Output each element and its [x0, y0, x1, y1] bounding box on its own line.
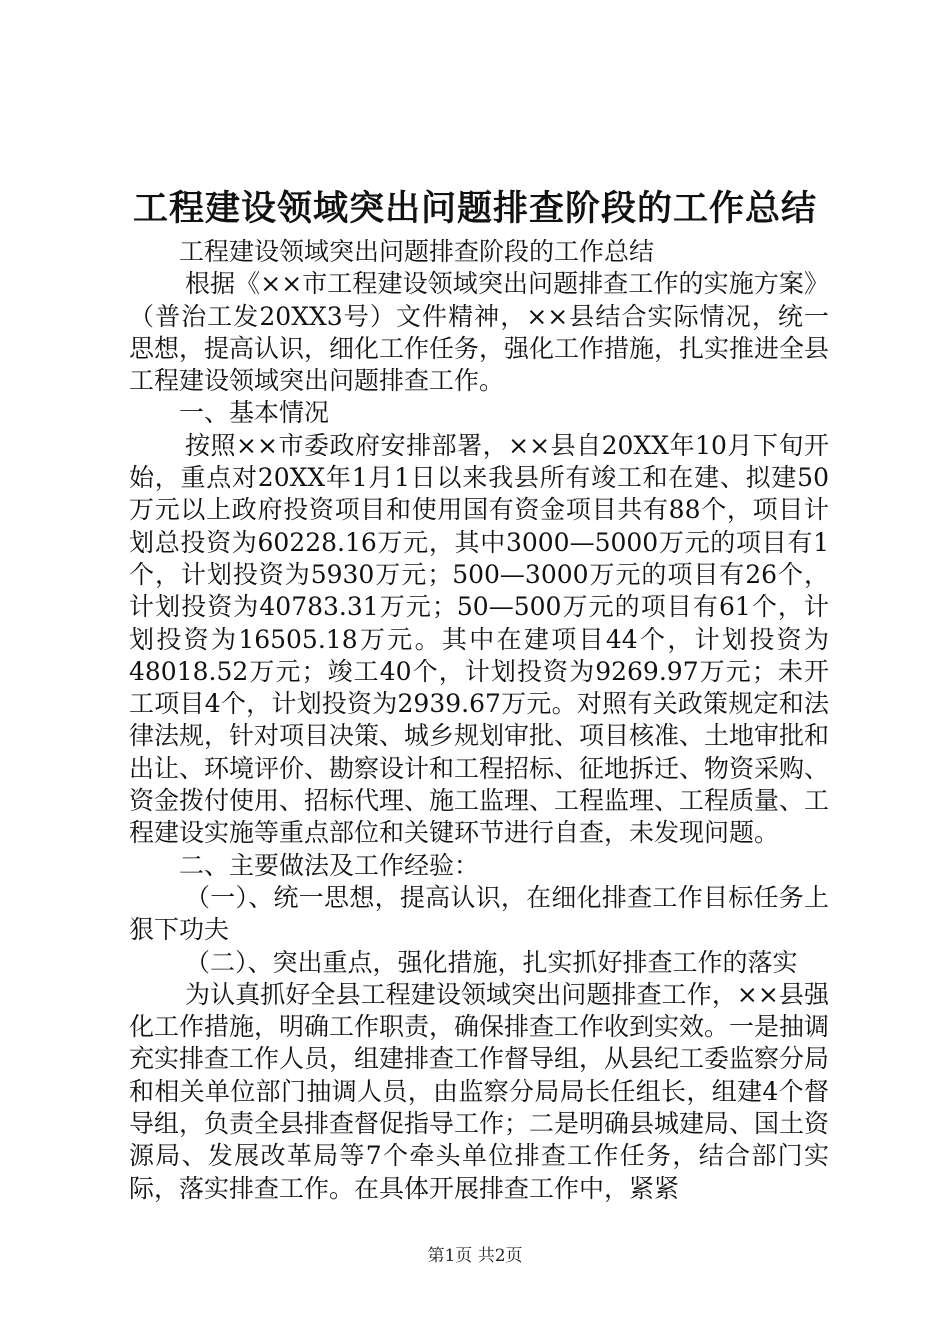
section-heading-basic-situation: 一、基本情况 [179, 398, 330, 428]
page-footer: 第1页 共2页 [427, 1246, 523, 1266]
paragraph-basic-situation: 按照××市委政府安排部署，××县自20XX年10月下旬开始，重点对20XX年1月1日以来我县所有竣工和在建、拟建50万元以上政府投资项目和使用国有资金项目共有88个，项目计划总投资为60228.16万元，其中3000—5000万元的项目有1个，计划投资为5930万元；500—3000万元的项目有26个，计划投资为40783.31万元；50—500万元的项目有61个，计划投资为16505.18万元。其中在建项目44个，计划投资为48018.52万元；竣工40个，计划投资为9269.97万元；未开工项目4个，计划投资为2939.67万元。对照有关政策规定和法律法规，针对项目决策、城乡规划审批、项目核准、土地审批和出让、环境评价、勘察设计和工程招标、征地拆迁、物资采购、资金拨付使用、招标代理、施工监理、工程监理、工程质量、工程建设实施等重点部位和关键环节进行自查，未发现问题。 [129, 430, 830, 848]
paragraph-intro: 根据《××市工程建设领域突出问题排查工作的实施方案》（普治工发20XX3号）文件精神，××县结合实际情况，统一思想，提高认识，细化工作任务，强化工作措施，扎实推进全县工程建设领域突出问题排查工作。 [129, 269, 830, 396]
subsection-heading-1: （一）、统一思想，提高认识，在细化排查工作目标任务上狠下功夫 [129, 882, 829, 945]
document-title: 工程建设领域突出问题排查阶段的工作总结 [132, 188, 817, 229]
section-heading-main-practices: 二、主要做法及工作经验： [179, 850, 480, 880]
paragraph-subtitle: 工程建设领域突出问题排查阶段的工作总结 [179, 237, 655, 266]
paragraph-measures: 为认真抓好全县工程建设领域突出问题排查工作，××县强化工作措施，明确工作职责，确保排查工作收到实效。一是抽调充实排查工作人员，组建排查工作督导组，从县纪工委监察分局和相关单位部门抽调人员，由监察分局局长任组长，组建4个督导组，负责全县排查督促指导工作；二是明确县城建局、国土资源局、发展改革局等7个牵头单位排查工作任务，结合部门实际，落实排查工作。在具体开展排查工作中，紧紧 [129, 979, 830, 1203]
subsection-heading-2: （二）、突出重点，强化措施，扎实抓好排查工作的落实 [185, 947, 798, 977]
document-body [129, 236, 829, 1205]
